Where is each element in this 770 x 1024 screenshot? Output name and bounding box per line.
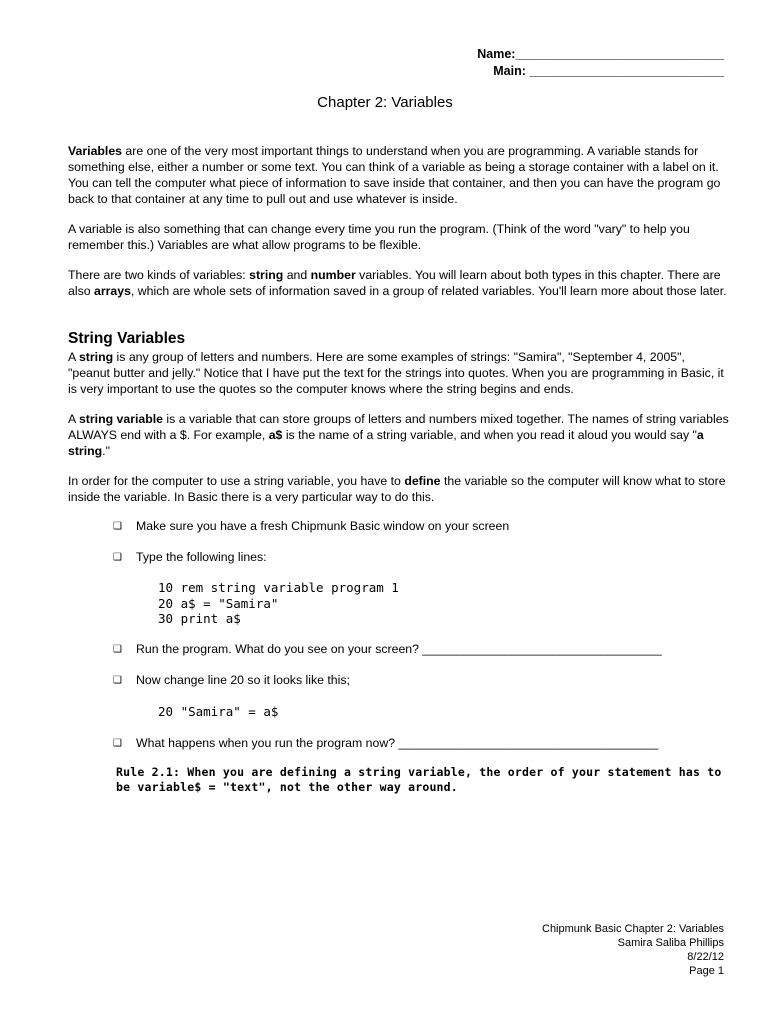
term-arrays: arrays <box>93 284 131 298</box>
text-span: is a variable that can store groups of letters and numbers mixed together. The names of string variables ALWAYS end with a $. For example, <box>68 412 729 442</box>
page-title: Chapter 2: Variables <box>317 94 453 111</box>
code-line: 10 rem string variable program 1 <box>158 580 399 595</box>
term-a-dollar: a$ <box>268 428 283 442</box>
checklist-item: Now change line 20 so it looks like this; <box>136 673 350 687</box>
term-define: define <box>404 474 441 488</box>
rule-callout: Rule 2.1: When you are defining a string variable, the order of your statement has to be variable$ = "text", not the other way around. <box>116 765 722 794</box>
text-span: is any group of letters and numbers. Here are some examples of strings: "Samira", "September 4, 2005", "peanut butter and jelly." Notice that I have put the text for the strings into quotes. When you are programming in Basic, it is very important to use the quotes so the computer knows where the string begins and ends. <box>68 350 724 396</box>
footer-title: Chipmunk Basic Chapter 2: Variables <box>542 923 724 935</box>
checkbox-icon: ❑ <box>113 552 122 563</box>
checklist-item: Run the program. What do you see on your screen? ___________________________________ <box>136 642 662 656</box>
text-span: and <box>283 268 311 282</box>
code-line: 30 print a$ <box>158 611 241 626</box>
section-heading: String Variables <box>68 330 186 347</box>
text-span: In order for the computer to use a string variable, you have to <box>68 474 405 488</box>
footer-date: 8/22/12 <box>687 951 724 963</box>
code-line: 20 a$ = "Samira" <box>158 595 279 611</box>
section-paragraph-2 <box>68 411 730 459</box>
text-span: variables. You will learn about both types in this chapter. There are also <box>68 268 721 298</box>
section-paragraph-3 <box>68 473 730 505</box>
term-number: number <box>310 268 356 282</box>
checkbox-icon: ❑ <box>113 644 122 655</box>
footer-page-number: Page 1 <box>689 965 724 977</box>
footer <box>542 922 724 978</box>
text-span: ." <box>102 444 110 458</box>
code-block-2: 20 "Samira" = a$ <box>158 704 279 719</box>
text-span: A <box>68 350 79 364</box>
intro-paragraph-3 <box>68 267 730 299</box>
checklist-item: Make sure you have a fresh Chipmunk Basic window on your screen <box>136 519 510 533</box>
checkbox-icon: ❑ <box>113 675 122 686</box>
footer-author: Samira Saliba Phillips <box>617 937 724 949</box>
code-block-1 <box>158 580 399 627</box>
text-span: There are two kinds of variables: <box>68 268 250 282</box>
term-variables: Variables <box>68 144 123 158</box>
intro-paragraph-1 <box>68 143 730 207</box>
term-string: string <box>78 350 114 364</box>
text-span: , which are whole sets of information saved in a group of related variables. You'll learn more about those later. <box>130 284 727 298</box>
intro-paragraph-1-text: are one of the very most important things to understand when you are programming. A variable stands for something else, either a number or some text. You can think of a variable as being a storage container with a label on it. You can tell the computer what piece of information to save inside that container, and then you can have the program go back to that container at any time to pull out and use whatever is inside. <box>68 144 721 206</box>
term-string-variable: string variable <box>78 412 164 426</box>
main-field-label: Main: ____________________________ <box>493 64 724 78</box>
term-a-string: a string <box>68 428 704 458</box>
checkbox-icon: ❑ <box>113 738 122 749</box>
section-paragraph-1 <box>68 349 730 397</box>
text-span: is the name of a string variable, and when you read it aloud you would say " <box>282 428 697 442</box>
checkbox-icon: ❑ <box>113 521 122 532</box>
name-field-label: Name:______________________________ <box>477 47 724 61</box>
checklist-item: Type the following lines: <box>136 550 267 564</box>
checklist-item: What happens when you run the program now? ______________________________________ <box>136 736 659 750</box>
text-span: the variable so the computer will know what to store inside the variable. In Basic there is a very particular way to do this. <box>68 474 726 504</box>
text-span: A <box>68 412 79 426</box>
term-string: string <box>249 268 284 282</box>
intro-paragraph-2: A variable is also something that can change every time you run the program. (Think of the word "vary" to help you remember this.) Variables are what allow programs to be flexible. <box>68 222 690 252</box>
